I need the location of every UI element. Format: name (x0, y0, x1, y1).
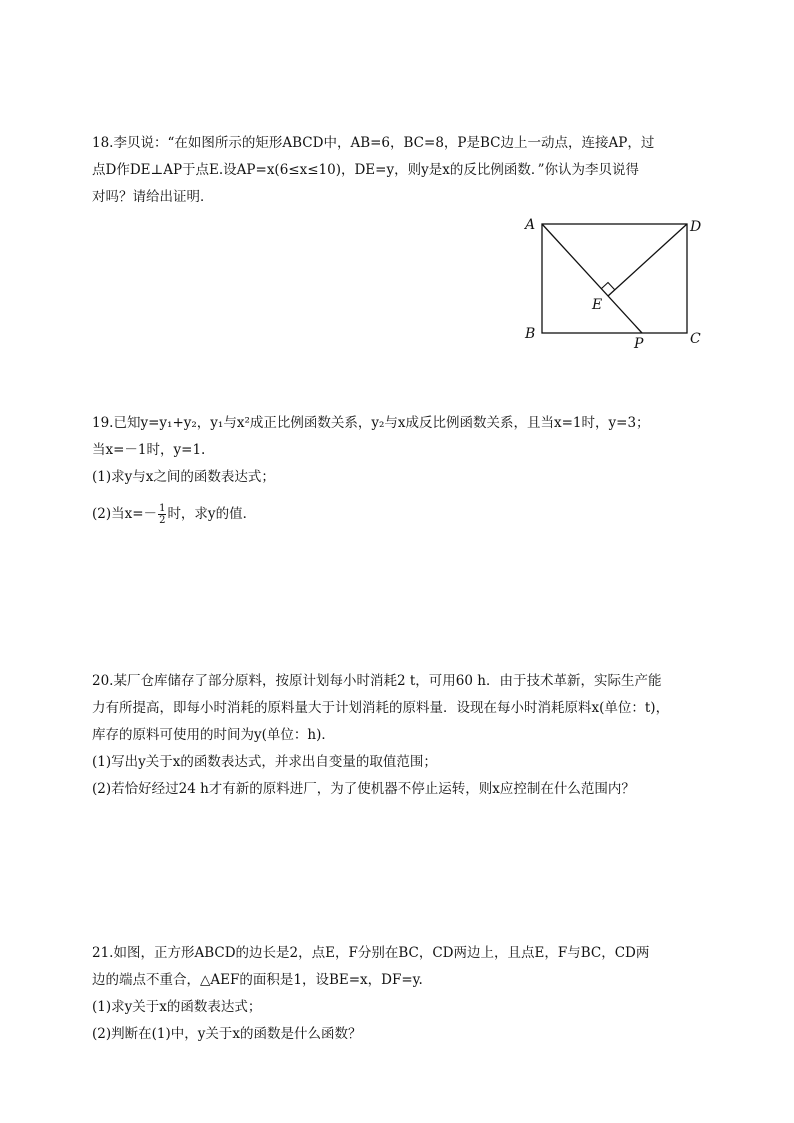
fraction-one-half (158, 503, 166, 526)
q21-part-1: (1)求y关于x的函数表达式； (92, 999, 262, 1015)
q20-line-1: 20.某厂仓库储存了部分原料，按原计划每小时消耗2 t，可用60 h．由于技术革新，实际生产能 (92, 673, 662, 689)
q19-line-1: 19.已知y=y₁+y₂，y₁与x²成正比例函数关系，y₂与x成反比例函数关系，且当x=1时，y=3； (92, 415, 650, 431)
q21-line-1: 21.如图，正方形ABCD的边长是2，点E，F分别在BC，CD两边上，且点E，F与BC，CD两 (92, 945, 650, 961)
q20-line-3: 库存的原料可使用的时间为y(单位：h)． (92, 727, 335, 743)
label-e: E (592, 297, 603, 313)
q19-line-2: 当x=－1时，y=1. (92, 442, 206, 458)
label-a: A (525, 217, 536, 233)
q19-part-2 (92, 503, 256, 526)
label-d: D (690, 219, 702, 235)
fraction-denominator: 2 (159, 515, 166, 526)
q18-line-2: 点D作DE⊥AP于点E.设AP=x(6≤x≤10)，DE=y，则y是x的反比例函数．”你认为李贝说得 (92, 162, 639, 178)
q21-line-2: 边的端点不重合，△AEF的面积是1，设BE=x，DF=y. (92, 972, 423, 988)
q20-part-1: (1)写出y关于x的函数表达式，并求出自变量的取值范围； (92, 754, 437, 770)
q20-line-2: 力有所提高，即每小时消耗的原料量大于计划消耗的原料量．设现在每小时消耗原料x(单位：t)， (92, 700, 670, 716)
rectangle-abcd-figure (515, 208, 715, 354)
segment-de (608, 224, 687, 296)
q21-part-2: (2)判断在(1)中，y关于x的函数是什么函数？ (92, 1026, 362, 1042)
q20-part-2: (2)若恰好经过24 h才有新的原料进厂，为了使机器不停止运转，则x应控制在什么范围内？ (92, 781, 635, 797)
q18-line-3: 对吗？请给出证明． (92, 189, 214, 205)
label-p: P (634, 336, 644, 352)
label-b: B (525, 326, 536, 342)
right-angle-mark (601, 283, 615, 290)
label-c: C (690, 331, 701, 347)
q19-part-1: (1)求y与x之间的函数表达式； (92, 469, 275, 485)
rectangle-abcd (542, 224, 687, 333)
q19-part-2-prefix: (2)当x=－ (92, 506, 158, 522)
q19-part-2-suffix: 时，求y的值． (167, 506, 257, 522)
q18-line-1: 18.李贝说：“在如图所示的矩形ABCD中，AB=6，BC=8，P是BC边上一动点，连接AP，过 (92, 135, 655, 151)
fraction-numerator: 1 (159, 503, 166, 514)
